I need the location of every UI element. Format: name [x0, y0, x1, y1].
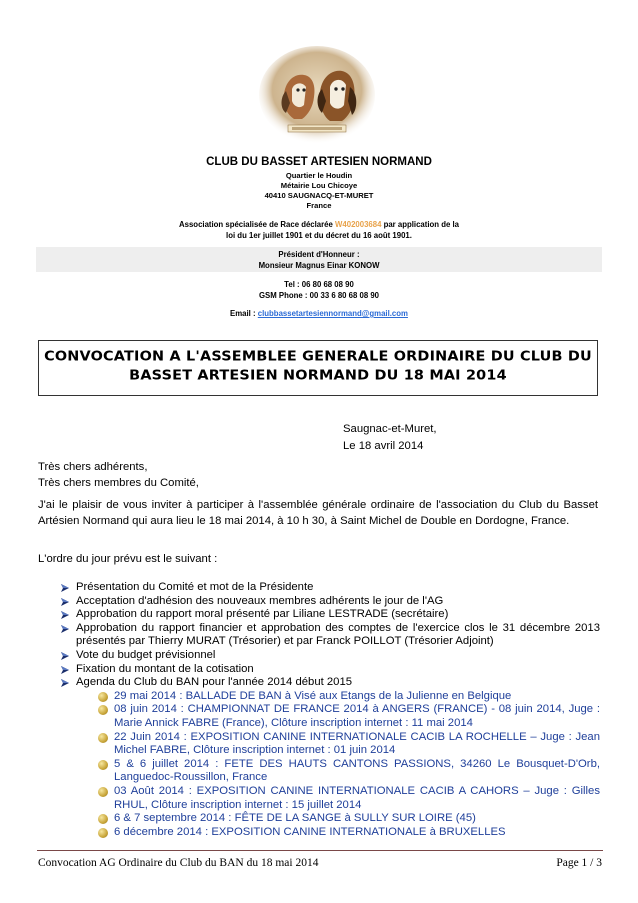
- event-text: 22 Juin 2014 : EXPOSITION CANINE INTERNATIONALE CACIB LA ROCHELLE – Juge : Jean Michel FABRE, Clôture inscription internet : 01 juin 2014: [114, 730, 600, 757]
- agenda-item-text: Approbation du rapport moral présenté par Liliane LESTRADE (secrétaire): [76, 608, 449, 621]
- address-line: 40410 SAUGNACQ-ET-MURET: [264, 191, 374, 200]
- event-text: 6 & 7 septembre 2014 : FÊTE DE LA SANGE à SULLY SUR LOIRE (45): [114, 812, 476, 825]
- round-bullet-icon: [98, 705, 108, 715]
- agenda-item-text: Fixation du montant de la cotisation: [76, 662, 254, 675]
- agenda-item-text: Présentation du Comité et mot de la Présidente: [76, 581, 314, 593]
- footer-title: Convocation AG Ordinaire du Club du BAN du 18 mai 2014: [38, 857, 319, 869]
- place-date: [343, 421, 437, 455]
- address-line: France: [306, 201, 332, 210]
- round-bullet-icon: [98, 692, 108, 702]
- arrow-bullet-icon: [60, 583, 70, 593]
- place: Saugnac-et-Muret,: [343, 423, 437, 435]
- honorary-president: [0, 249, 638, 271]
- association-statement: [0, 219, 638, 241]
- association-line-2: loi du 1er juillet 1901 et du décret du 16 août 1901.: [226, 231, 412, 240]
- agenda-item: [60, 676, 600, 690]
- address-line: Métairie Lou Chicoye: [280, 181, 358, 190]
- agenda-item: [60, 608, 600, 622]
- address-line: Quartier le Houdin: [285, 171, 353, 180]
- arrow-bullet-icon: [60, 678, 70, 688]
- agenda-list: [60, 581, 600, 839]
- greeting-line: Très chers membres du Comité,: [38, 477, 199, 490]
- phone-block: [0, 279, 638, 301]
- event-text: 29 mai 2014 : BALLADE DE BAN à Visé aux Etangs de la Julienne en Belgique: [114, 689, 512, 702]
- event-item: [98, 703, 600, 730]
- page-number: Page 1 / 3: [556, 857, 602, 869]
- president-name: Monsieur Magnus Einar KONOW: [258, 261, 380, 270]
- event-item: [98, 785, 600, 812]
- arrow-bullet-icon: [60, 651, 70, 661]
- agenda-item: [60, 595, 600, 609]
- event-item: [98, 690, 600, 704]
- association-prefix: Association spécialisée de Race déclarée: [179, 220, 336, 229]
- event-item: [98, 758, 600, 785]
- greeting-line: Très chers adhérents,: [38, 461, 148, 473]
- title-line-1: CONVOCATION A L'ASSEMBLEE GENERALE ORDINAIRE DU CLUB DU: [44, 349, 592, 365]
- email-label: Email :: [230, 309, 258, 318]
- document-title-box: [38, 340, 598, 396]
- round-bullet-icon: [98, 814, 108, 824]
- arrow-bullet-icon: [60, 597, 70, 607]
- agenda-item: [60, 663, 600, 677]
- association-line-1: [0, 219, 638, 230]
- registration-number: W402003684: [335, 220, 382, 229]
- event-item: [98, 826, 600, 840]
- event-text: 03 Août 2014 : EXPOSITION CANINE INTERNATIONALE CACIB A CAHORS – Juge : Gilles RHUL, Clôture inscription internet : 15 juillet 2014: [114, 784, 600, 811]
- document-title: [39, 343, 597, 386]
- association-suffix: par application de la: [381, 220, 459, 229]
- arrow-bullet-icon: [60, 624, 70, 634]
- email-link[interactable]: clubbassetartesiennormand@gmail.com: [257, 309, 408, 318]
- agenda-item-text: Agenda du Club du BAN pour l'année 2014 début 2015: [76, 676, 353, 689]
- invitation-paragraph: J'ai le plaisir de vous inviter à participer à l'assemblée générale ordinaire de l'association du Club du Basset Artésien Normand qui aura lieu le 18 mai 2014, à 10 h 30, à Saint Michel de Double en Dordogne, France.: [38, 499, 598, 528]
- event-text: 6 décembre 2014 : EXPOSITION CANINE INTERNATIONALE à BRUXELLES: [114, 825, 506, 838]
- letter-date: Le 18 avril 2014: [343, 440, 424, 452]
- agenda-item: [60, 649, 600, 663]
- event-item: [98, 731, 600, 758]
- round-bullet-icon: [98, 828, 108, 838]
- agenda-item: [60, 622, 600, 649]
- title-line-2: BASSET ARTESIEN NORMAND DU 18 MAI 2014: [129, 368, 507, 384]
- phone-number: Tel : 06 80 68 08 90: [284, 280, 354, 289]
- round-bullet-icon: [98, 733, 108, 743]
- gsm-number: GSM Phone : 00 33 6 80 68 08 90: [258, 291, 380, 300]
- round-bullet-icon: [98, 787, 108, 797]
- basset-dogs-logo-icon: [258, 45, 376, 145]
- event-text: 08 juin 2014 : CHAMPIONNAT DE FRANCE 2014 à ANGERS (FRANCE) - 08 juin 2014, Juge : Marie Annick FABRE (France), Clôture inscription internet : 11 mai 2014: [114, 703, 600, 729]
- agenda-item-text: Vote du budget prévisionnel: [76, 648, 216, 661]
- greeting: [38, 459, 598, 492]
- arrow-bullet-icon: [60, 665, 70, 675]
- agenda-item: [60, 581, 600, 595]
- agenda-intro: L'ordre du jour prévu est le suivant :: [38, 553, 218, 565]
- event-item: [98, 812, 600, 826]
- email-line: [0, 309, 638, 318]
- agenda-item-text: Approbation du rapport financier et approbation des comptes de l'exercice clos le 31 décembre 2013 présentés par Thierry MURAT (Trésorier) et par Franck POILLOT (Trésorier Adjoint): [76, 621, 600, 648]
- arrow-bullet-icon: [60, 610, 70, 620]
- round-bullet-icon: [98, 760, 108, 770]
- event-text: 5 & 6 juillet 2014 : FETE DES HAUTS CANTONS PASSIONS, 34260 Le Bousquet-D'Orb, Languedoc-Roussillon, France: [114, 757, 600, 784]
- footer-divider: [37, 850, 603, 851]
- agenda-item-text: Acceptation d'adhésion des nouveaux membres adhérents le jour de l'AG: [76, 594, 444, 607]
- club-name: CLUB DU BASSET ARTESIEN NORMAND: [206, 156, 432, 168]
- president-label: Président d'Honneur :: [278, 250, 360, 259]
